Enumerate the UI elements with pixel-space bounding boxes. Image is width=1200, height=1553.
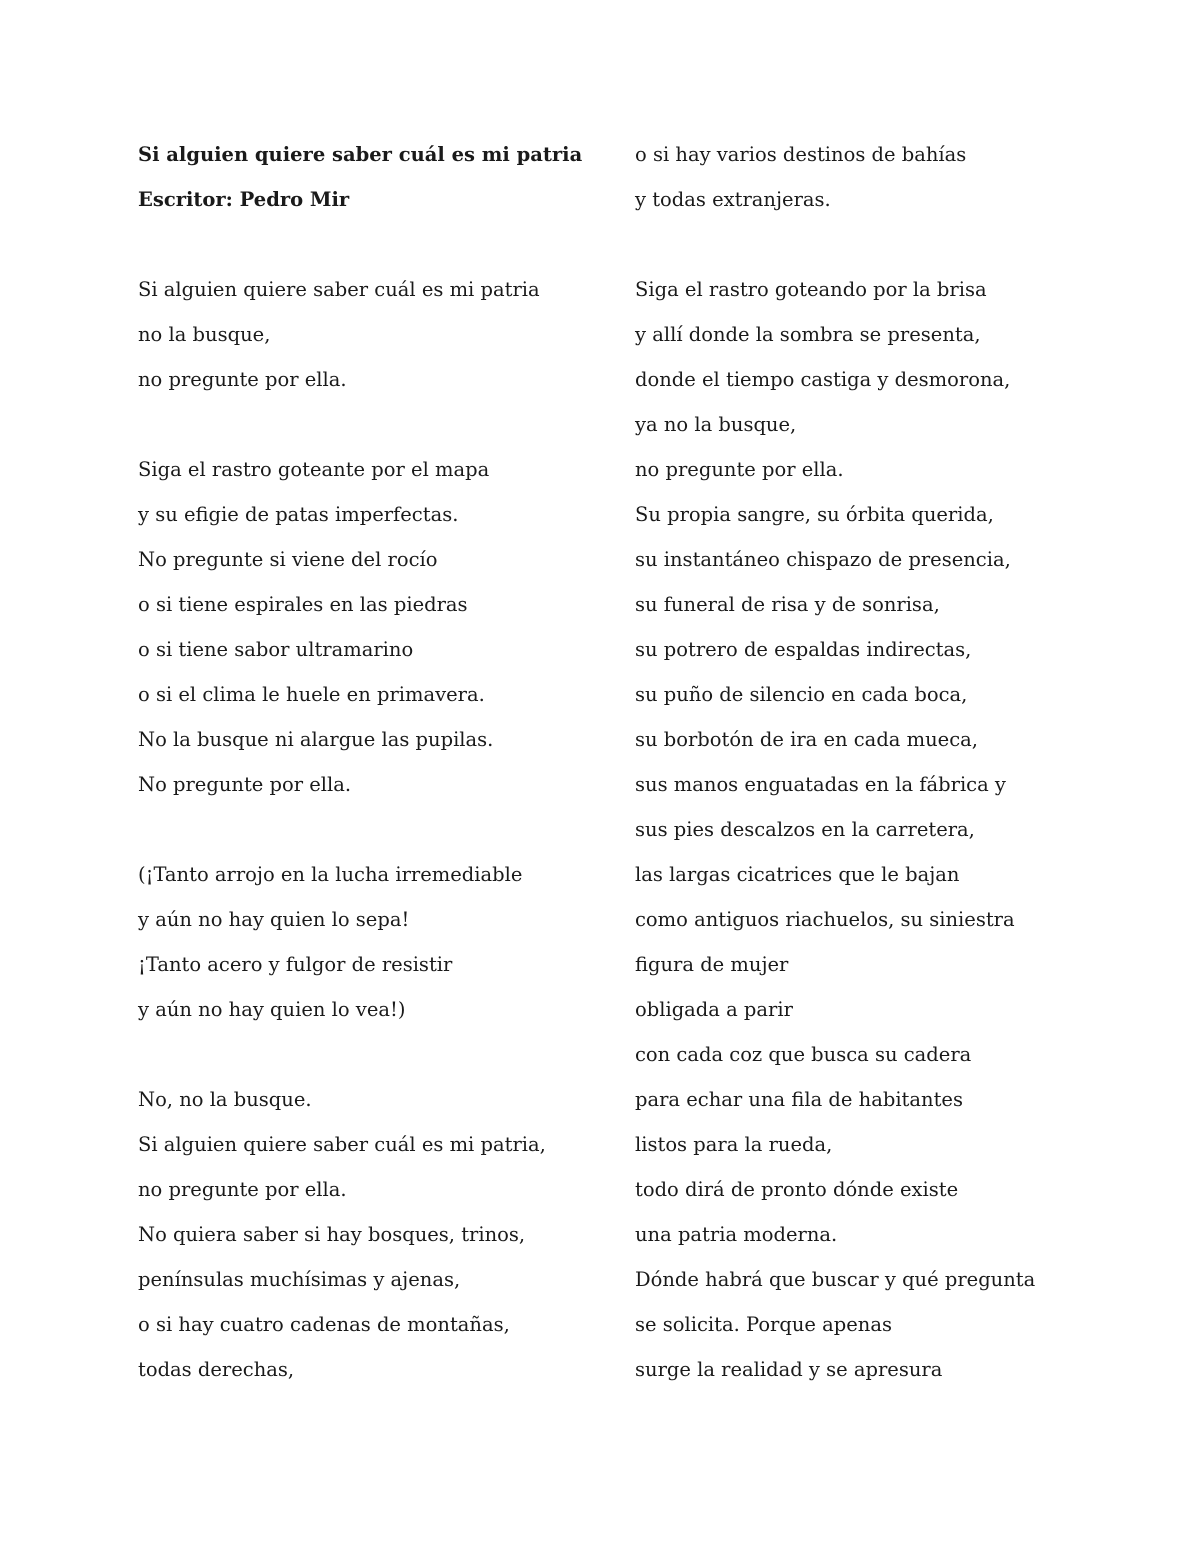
verse-line: como antiguos riachuelos, su siniestra <box>635 908 1015 931</box>
stanza-break <box>138 402 608 447</box>
verse-line: Siga el rastro goteante por el mapa <box>138 458 490 481</box>
verse-line: No, no la busque. <box>138 1088 312 1111</box>
verse-line: donde el tiempo castiga y desmorona, <box>635 368 1011 391</box>
verse-line: Si alguien quiere saber cuál es mi patria <box>138 278 540 301</box>
verse-line: no pregunte por ella. <box>138 1178 347 1201</box>
verse-line: o si el clima le huele en primavera. <box>138 683 485 706</box>
verse-line: no pregunte por ella. <box>635 458 844 481</box>
verse-line: sus manos enguatadas en la fábrica y <box>635 773 1006 796</box>
verse-line: y aún no hay quien lo sepa! <box>138 908 410 931</box>
verse-line: o si tiene sabor ultramarino <box>138 638 414 661</box>
verse-line: se solicita. Porque apenas <box>635 1313 892 1336</box>
verse-line: ya no la busque, <box>635 413 797 436</box>
left-verse-block <box>138 267 608 1392</box>
verse-line: No la busque ni alargue las pupilas. <box>138 728 494 751</box>
verse-line: con cada coz que busca su cadera <box>635 1043 972 1066</box>
verse-line: y allí donde la sombra se presenta, <box>635 323 981 346</box>
verse-line: No pregunte por ella. <box>138 773 352 796</box>
verse-line: su instantáneo chispazo de presencia, <box>635 548 1011 571</box>
verse-line: su potrero de espaldas indirectas, <box>635 638 972 661</box>
verse-line: no pregunte por ella. <box>138 368 347 391</box>
verse-line: figura de mujer <box>635 953 789 976</box>
verse-line: y su efigie de patas imperfectas. <box>138 503 459 526</box>
right-column <box>635 132 1105 1392</box>
verse-line: (¡Tanto arrojo en la lucha irremediable <box>138 863 523 886</box>
verse-line: y aún no hay quien lo vea!) <box>138 998 406 1021</box>
verse-line: para echar una fila de habitantes <box>635 1088 963 1111</box>
stanza-break <box>635 222 1105 267</box>
verse-line: su puño de silencio en cada boca, <box>635 683 968 706</box>
verse-line: todas derechas, <box>138 1358 295 1381</box>
stanza-break <box>138 222 608 267</box>
poem-title: Si alguien quiere saber cuál es mi patria <box>138 143 583 166</box>
verse-line: penínsulas muchísimas y ajenas, <box>138 1268 461 1291</box>
stanza-break <box>138 1032 608 1077</box>
verse-line: No quiera saber si hay bosques, trinos, <box>138 1223 526 1246</box>
verse-line: no la busque, <box>138 323 271 346</box>
author-line: Escritor: Pedro Mir <box>138 188 350 211</box>
verse-line: o si hay cuatro cadenas de montañas, <box>138 1313 510 1336</box>
verse-line: todo dirá de pronto dónde existe <box>635 1178 959 1201</box>
verse-line: sus pies descalzos en la carretera, <box>635 818 975 841</box>
verse-line: una patria moderna. <box>635 1223 838 1246</box>
right-verse-block <box>635 132 1105 1392</box>
verse-line: No pregunte si viene del rocío <box>138 548 438 571</box>
verse-line: Dónde habrá que buscar y qué pregunta <box>635 1268 1036 1291</box>
left-column <box>138 132 608 1392</box>
verse-line: Si alguien quiere saber cuál es mi patria, <box>138 1133 546 1156</box>
verse-line: las largas cicatrices que le bajan <box>635 863 960 886</box>
verse-line: su funeral de risa y de sonrisa, <box>635 593 940 616</box>
verse-line: listos para la rueda, <box>635 1133 833 1156</box>
verse-line: Su propia sangre, su órbita querida, <box>635 503 994 526</box>
verse-line: o si hay varios destinos de bahías <box>635 143 967 166</box>
verse-line: su borbotón de ira en cada mueca, <box>635 728 978 751</box>
verse-line: y todas extranjeras. <box>635 188 831 211</box>
verse-line: obligada a parir <box>635 998 793 1021</box>
verse-line: ¡Tanto acero y fulgor de resistir <box>138 953 453 976</box>
verse-line: surge la realidad y se apresura <box>635 1358 943 1381</box>
stanza-break <box>138 807 608 852</box>
verse-line: o si tiene espirales en las piedras <box>138 593 468 616</box>
verse-line: Siga el rastro goteando por la brisa <box>635 278 987 301</box>
